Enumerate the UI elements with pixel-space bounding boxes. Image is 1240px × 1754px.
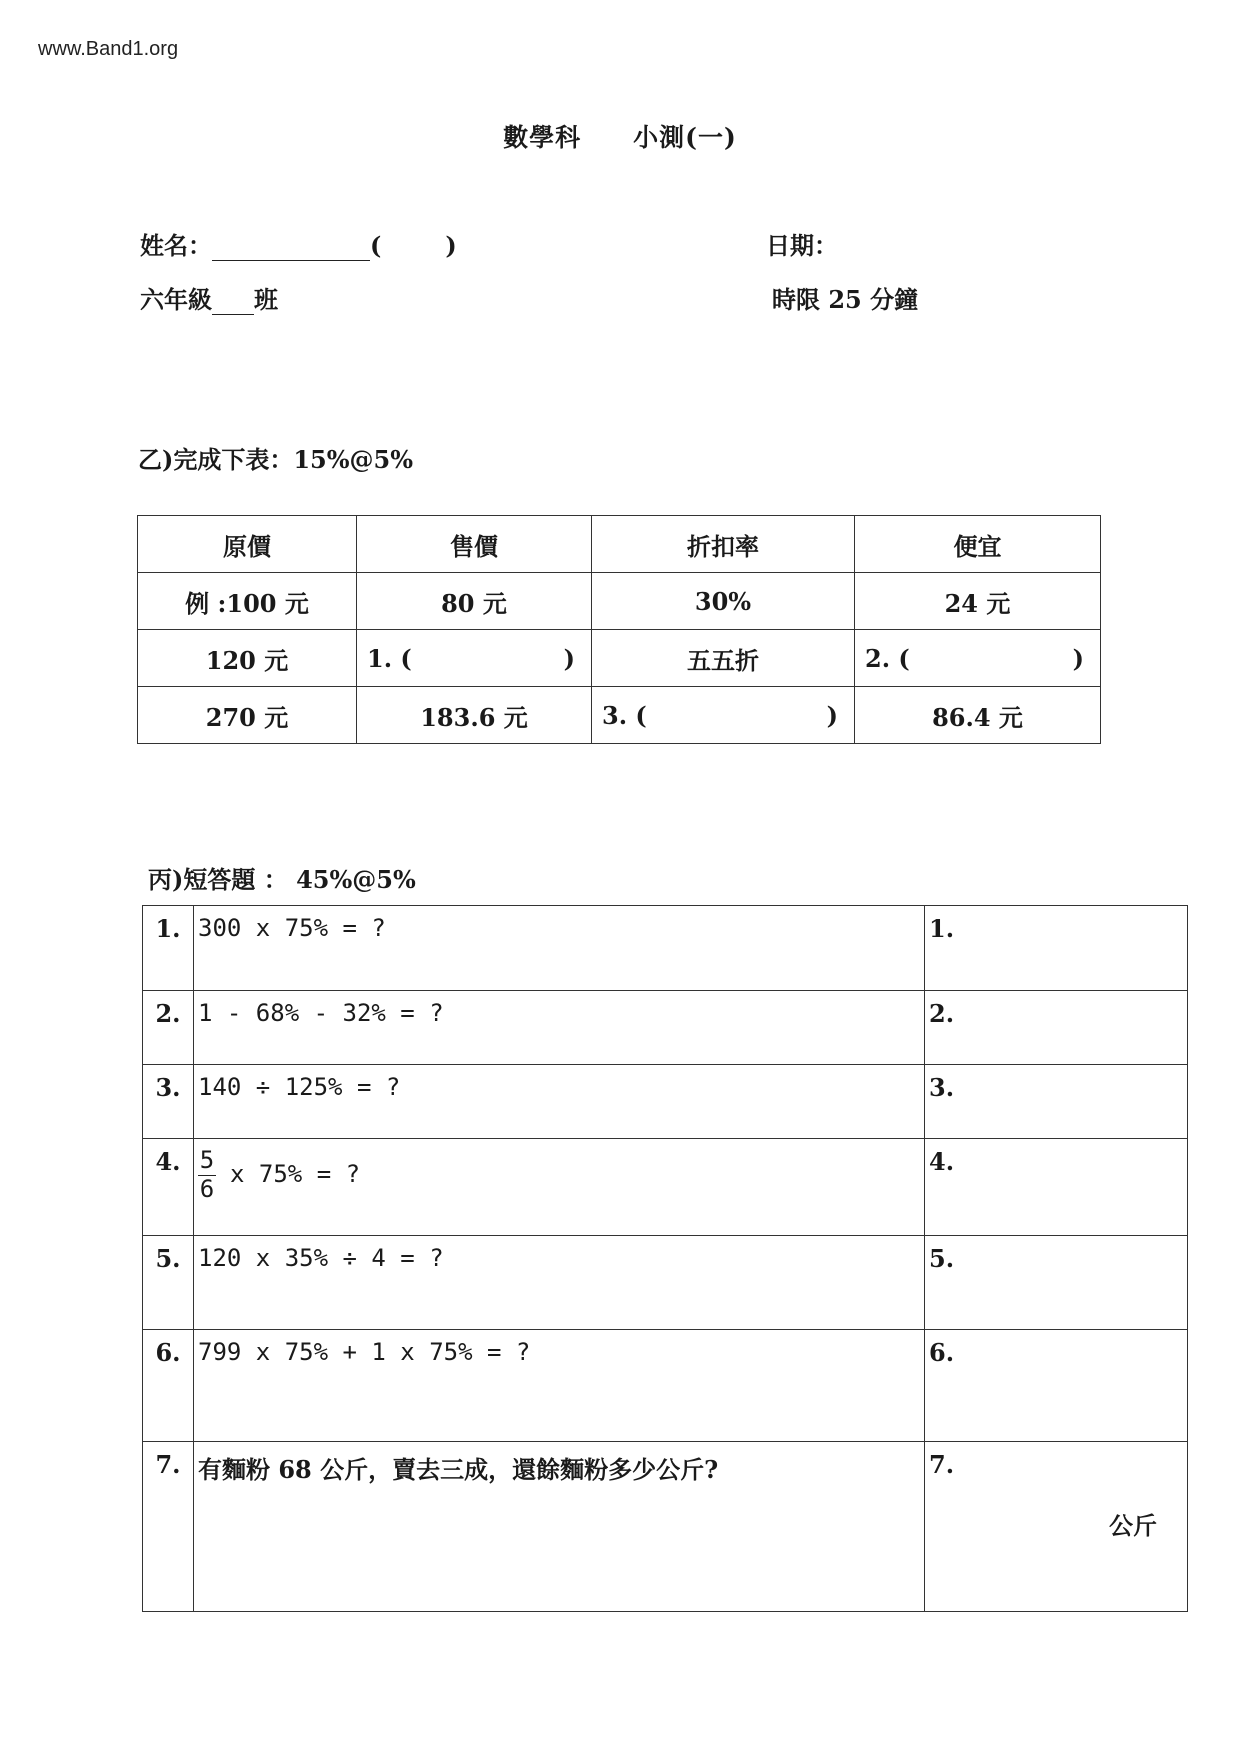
blank-label: 2. ( — [865, 643, 910, 673]
class-field — [140, 280, 278, 315]
question-text — [194, 1139, 925, 1236]
title-subject: 數學科 — [503, 123, 582, 152]
answer-cell[interactable]: 2. — [925, 991, 1188, 1065]
site-url: www.Band1.org — [38, 38, 179, 60]
table-row — [138, 573, 1101, 630]
cell: 120 元 — [138, 630, 357, 687]
cell: 270 元 — [138, 687, 357, 744]
question-number: 2. — [143, 991, 194, 1065]
title-quiz: 小測(一) — [633, 123, 737, 152]
cell: 80 元 — [357, 573, 592, 630]
paren-close: ) — [445, 231, 457, 260]
answer-cell[interactable]: 5. — [925, 1236, 1188, 1330]
question-number: 5. — [143, 1236, 194, 1330]
question-number: 6. — [143, 1330, 194, 1442]
page-title — [0, 118, 1240, 154]
fraction — [198, 1147, 216, 1203]
header-original-price: 原價 — [138, 516, 357, 573]
section-c-title: 丙)短答題 ： 45%@5% — [148, 865, 416, 894]
class-label: 班 — [254, 285, 278, 314]
blank-close: ) — [1072, 643, 1084, 673]
blank-close: ) — [563, 643, 575, 673]
fraction-numerator: 5 — [199, 1146, 215, 1174]
paren-open: ( — [370, 231, 382, 260]
blank-label: 1. ( — [367, 643, 412, 673]
answer-unit: 公斤 — [1109, 1511, 1157, 1540]
table-row — [138, 687, 1101, 744]
question-row — [143, 906, 1188, 991]
answer-cell[interactable] — [925, 1442, 1188, 1612]
name-blank — [212, 260, 370, 261]
cell: 183.6 元 — [357, 687, 592, 744]
question-text: 有麵粉 68 公斤，賣去三成，還餘麵粉多少公斤? — [194, 1442, 925, 1612]
question-text: 1 - 68% - 32% = ? — [194, 991, 925, 1065]
question-row — [143, 1139, 1188, 1236]
question-expression: x 75% = ? — [230, 1160, 361, 1189]
fraction-denominator: 6 — [199, 1174, 215, 1203]
question-text: 300 x 75% = ? — [194, 906, 925, 991]
short-answer-table — [142, 905, 1188, 1612]
header-selling-price: 售價 — [357, 516, 592, 573]
class-blank — [212, 314, 254, 315]
answer-blank-1[interactable] — [357, 630, 592, 687]
table-header-row — [138, 516, 1101, 573]
answer-cell[interactable]: 3. — [925, 1065, 1188, 1139]
question-row — [143, 1442, 1188, 1612]
section-b-title: 乙)完成下表：15%@5% — [138, 445, 414, 474]
header-discount-rate: 折扣率 — [592, 516, 855, 573]
date-label: 日期： — [766, 231, 838, 260]
cell: 例 :100 元 — [138, 573, 357, 630]
answer-cell[interactable]: 1. — [925, 906, 1188, 991]
question-number: 3. — [143, 1065, 194, 1139]
answer-blank-2[interactable] — [855, 630, 1101, 687]
answer-cell[interactable]: 6. — [925, 1330, 1188, 1442]
question-row — [143, 991, 1188, 1065]
name-label: 姓名： — [140, 231, 212, 260]
blank-label: 3. ( — [602, 700, 647, 730]
header-savings: 便宜 — [855, 516, 1101, 573]
answer-blank-3[interactable] — [592, 687, 855, 744]
answer-cell[interactable]: 4. — [925, 1139, 1188, 1236]
name-field — [140, 226, 457, 261]
question-number: 7. — [143, 1442, 194, 1612]
table-row — [138, 630, 1101, 687]
question-text: 799 x 75% + 1 x 75% = ? — [194, 1330, 925, 1442]
time-limit: 時限 25 分鐘 — [772, 285, 919, 314]
cell: 86.4 元 — [855, 687, 1101, 744]
grade-label: 六年級 — [140, 285, 212, 314]
question-row — [143, 1236, 1188, 1330]
question-text: 120 x 35% ÷ 4 = ? — [194, 1236, 925, 1330]
cell: 30% — [592, 573, 855, 630]
answer-label: 7. — [929, 1450, 955, 1479]
question-row — [143, 1065, 1188, 1139]
question-number: 1. — [143, 906, 194, 991]
blank-close: ) — [826, 700, 838, 730]
question-text: 140 ÷ 125% = ? — [194, 1065, 925, 1139]
cell: 五五折 — [592, 630, 855, 687]
question-number: 4. — [143, 1139, 194, 1236]
question-row — [143, 1330, 1188, 1442]
cell: 24 元 — [855, 573, 1101, 630]
discount-table — [137, 515, 1101, 744]
